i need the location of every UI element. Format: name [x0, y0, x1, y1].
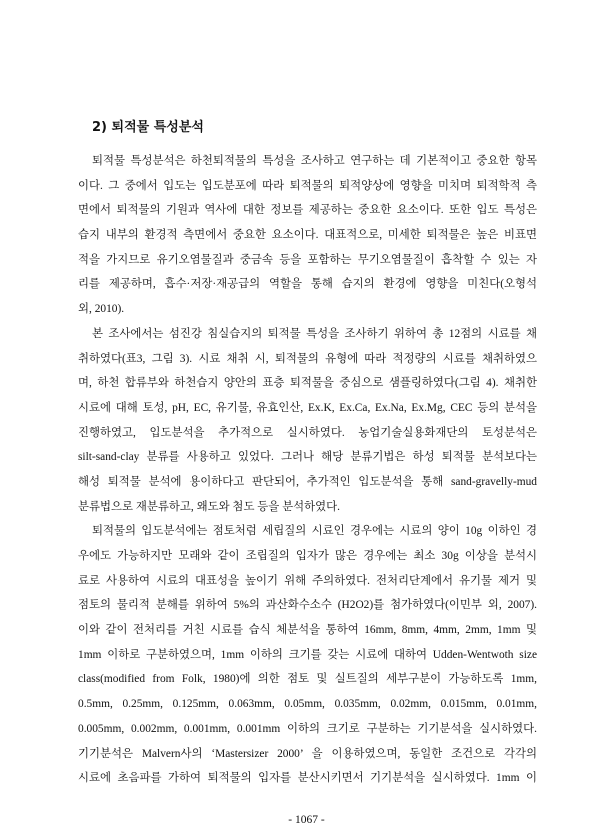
body-line: 시료에 초음파를 가하여 퇴적물의 입자를 분산시키면서 기기분석을 실시하였다. 1mm 이: [78, 772, 537, 785]
page-number: - 1067 -: [288, 814, 325, 826]
body-line: 이와 같이 전처리를 거친 시료를 습식 체분석을 통하여 16mm, 8mm, 4mm, 2mm, 1mm 및: [78, 624, 537, 637]
body-line: silt-sand-clay 분류를 사용하고 있었다. 그러나 해당 분류기법은 하성 퇴적물 분석보다는: [78, 451, 537, 464]
body-line: class(modified from Folk, 1980)에 의한 점토 및 실트질의 세부구분이 가능하도록 1mm,: [78, 673, 537, 686]
body-line: 해성 퇴적물 분석에 용이하다고 판단되어, 추가적인 입도분석을 통해 sand-gravelly-mud: [78, 475, 537, 488]
body-line: 본 조사에서는 섬진강 침실습지의 퇴적물 특성을 조사하기 위하여 총 12점의 시료를 채: [92, 327, 537, 340]
body-line: 점토의 물리적 분해를 위하여 5%의 과산화수소수 (H2O2)를 첨가하였다(이민부 외, 2007).: [78, 599, 537, 612]
body-line: 면에서 퇴적물의 기원과 역사에 대한 정보를 제공하는 중요한 요소이다. 또한 입도 특성은: [78, 204, 537, 217]
body-line: 1mm 이하로 구분하였으며, 1mm 이하의 크기를 갖는 시료에 대하여 Udden-Wentwoth size: [78, 648, 537, 661]
body-line: 시료에 대해 토성, pH, EC, 유기물, 유효인산, Ex.K, Ex.Ca, Ex.Na, Ex.Mg, CEC 등의 분석을: [78, 401, 537, 414]
paragraph-sediment-analysis-intro: [78, 149, 537, 322]
paragraph-sampling-method: [78, 322, 537, 520]
body-line: 외, 2010).: [78, 303, 125, 316]
body-line: 퇴적물 특성분석은 하천퇴적물의 특성을 조사하고 연구하는 데 기본적이고 중요한 항목: [92, 155, 537, 167]
body-line: 이다. 그 중에서 입도는 입도분포에 따라 퇴적물의 퇴적양상에 영향을 미치며 퇴적학적 측: [78, 179, 537, 192]
body-line: 0.5mm, 0.25mm, 0.125mm, 0.063mm, 0.05mm, 0.035mm, 0.02mm, 0.015mm, 0.01mm,: [78, 698, 537, 711]
paragraph-grain-size-analysis: [78, 519, 537, 791]
body-text: [78, 149, 537, 791]
body-line: 적을 가지므로 유기오염물질과 중금속 등을 포함하는 무기오염물질이 흡착할 수 있는 자: [78, 253, 537, 266]
body-line: 0.005mm, 0.002mm, 0.001mm, 0.001mm 이하의 크기로 구분하는 기기분석을 실시하였다.: [78, 722, 537, 735]
body-line: 진행하였고, 입도분석을 추가적으로 실시하였다. 농업기술실용화재단의 토성분석은: [78, 426, 537, 439]
body-line: 료로 사용하여 시료의 대표성을 높이기 위해 주의하였다. 전처리단계에서 유기물 제거 및: [78, 574, 537, 587]
body-line: 취하였다(표3, 그림 3). 시료 채취 시, 퇴적물의 유형에 따라 적정량의 시료를 채취하였으: [78, 352, 537, 365]
body-line: 며, 하천 합류부와 하천습지 양안의 표층 퇴적물을 중심으로 샘플링하였다(그림 4). 채취한: [78, 377, 537, 390]
body-line: 우에도 가능하지만 모래와 같이 조립질의 입자가 많은 경우에는 최소 30g 이상을 분석시: [78, 550, 537, 562]
section-heading: 2) 퇴적물 특성분석: [92, 120, 204, 135]
body-line: 퇴적물의 입도분석에는 점토처럼 세립질의 시료인 경우에는 시료의 양이 10g 이하인 경: [92, 525, 537, 538]
body-line: 기기분석은 Malvern사의 ‘Mastersizer 2000’ 을 이용하였으며, 동일한 조건으로 각각의: [78, 747, 537, 760]
body-line: 리를 제공하며, 흡수·저장·재공급의 역할을 통해 습지의 환경에 영향을 미친다(오형석: [78, 278, 537, 291]
body-line: 습지 내부의 환경적 측면에서 중요한 요소이다. 대표적으로, 미세한 퇴적물은 높은 비표면: [78, 229, 537, 242]
body-line: 분류법으로 재분류하고, 왜도와 첨도 등을 분석하였다.: [78, 500, 341, 513]
